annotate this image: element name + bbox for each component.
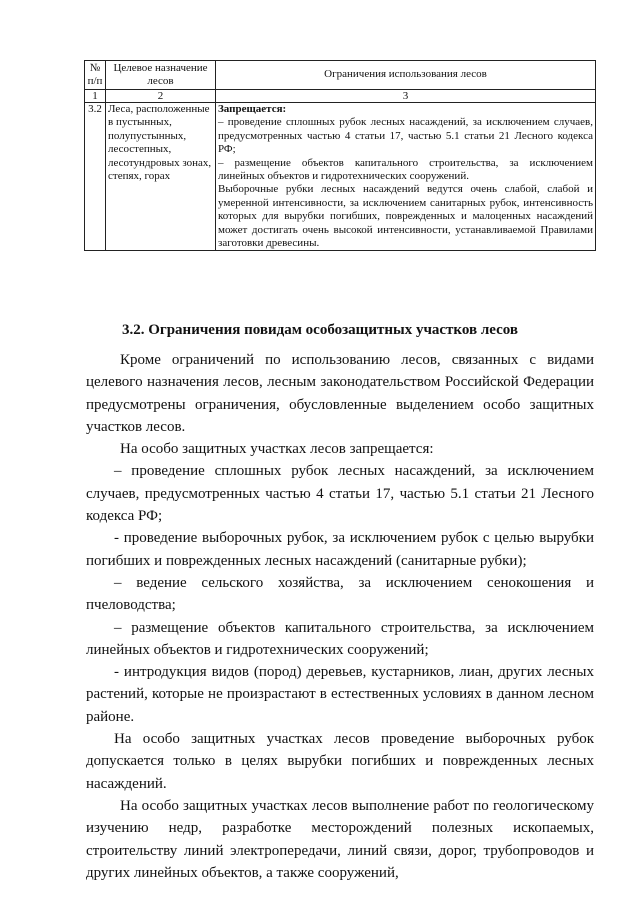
column-number: 2: [106, 90, 216, 103]
paragraph: - проведение выборочных рубок, за исключением рубок с целью вырубки погибших и поврежденных лесных насаждений (санитарные рубки);: [86, 530, 594, 569]
restriction-item: – размещение объектов капитального строительства, за исключением линейных объектов и гидротехнических сооружений.: [218, 156, 593, 183]
column-number: 3: [216, 90, 596, 103]
row-restrictions: [216, 103, 596, 251]
paragraph: Кроме ограничений по использованию лесов, связанных с видами целевого назначения лесов, лесным законодательством Российской Федерации предусмотрены ограничения, обусловленные выделением особо защитных участков лесов.: [86, 352, 594, 435]
section-title: 3.2. Ограничения повидам особозащитных участков лесов: [121, 322, 518, 338]
prohibited-heading: Запрещается:: [218, 103, 287, 115]
restriction-item: – проведение сплошных рубок лесных насаждений, за исключением случаев, предусмотренных частью 4 статьи 17, частью 5.1 статьи 21 Лесного кодекса РФ;: [218, 116, 593, 156]
table-column-numbers-row: [85, 90, 596, 103]
header-restrictions: Ограничения использования лесов: [216, 61, 596, 90]
paragraph: - интродукция видов (пород) деревьев, кустарников, лиан, других лесных растений, которые не произрастают в естественных условиях в данном лесном районе.: [86, 664, 594, 725]
restriction-item: Выборочные рубки лесных насаждений ведутся очень слабой, слабой и умеренной интенсивности, за исключением санитарных рубок, интенсивность которых для вырубки погибших, поврежденных и малоценных насаждений может достигать очень высокой интенсивности, устанавливаемой Правилами заготовки древесины.: [218, 183, 593, 250]
row-num: 3.2: [85, 103, 106, 251]
table-row: [85, 103, 596, 251]
row-purpose: Леса, расположенные в пустынных, полупустынных, лесостепных, лесотундровых зонах, степях, горах: [106, 103, 216, 251]
header-purpose: Целевое назначение лесов: [106, 61, 216, 90]
paragraph: На особо защитных участках лесов проведение выборочных рубок допускается только в целях вырубки погибших и поврежденных лесных насаждений.: [86, 731, 594, 792]
paragraph: – ведение сельского хозяйства, за исключением сенокошения и пчеловодства;: [86, 574, 594, 614]
body-text: [86, 349, 594, 884]
paragraph: На особо защитных участках лесов запрещается:: [120, 441, 434, 458]
table-header-row: [85, 61, 596, 90]
paragraph: – размещение объектов капитального строительства, за исключением линейных объектов и гидротехнических сооружений;: [86, 619, 594, 658]
restrictions-table: [84, 60, 596, 251]
paragraph: – проведение сплошных рубок лесных насаждений, за исключением случаев, предусмотренных частью 4 статьи 17, частью 5.1 статьи 21 Лесного кодекса РФ;: [86, 463, 594, 525]
column-number: 1: [85, 90, 106, 103]
paragraph: На особо защитных участках лесов выполнение работ по геологическому изучению недр, разработке месторождений полезных ископаемых, строительству линий электропередачи, линий связи, дорог, трубопроводов и других линейных объектов, а также сооружений,: [86, 797, 594, 881]
header-num: № п/п: [85, 61, 106, 90]
